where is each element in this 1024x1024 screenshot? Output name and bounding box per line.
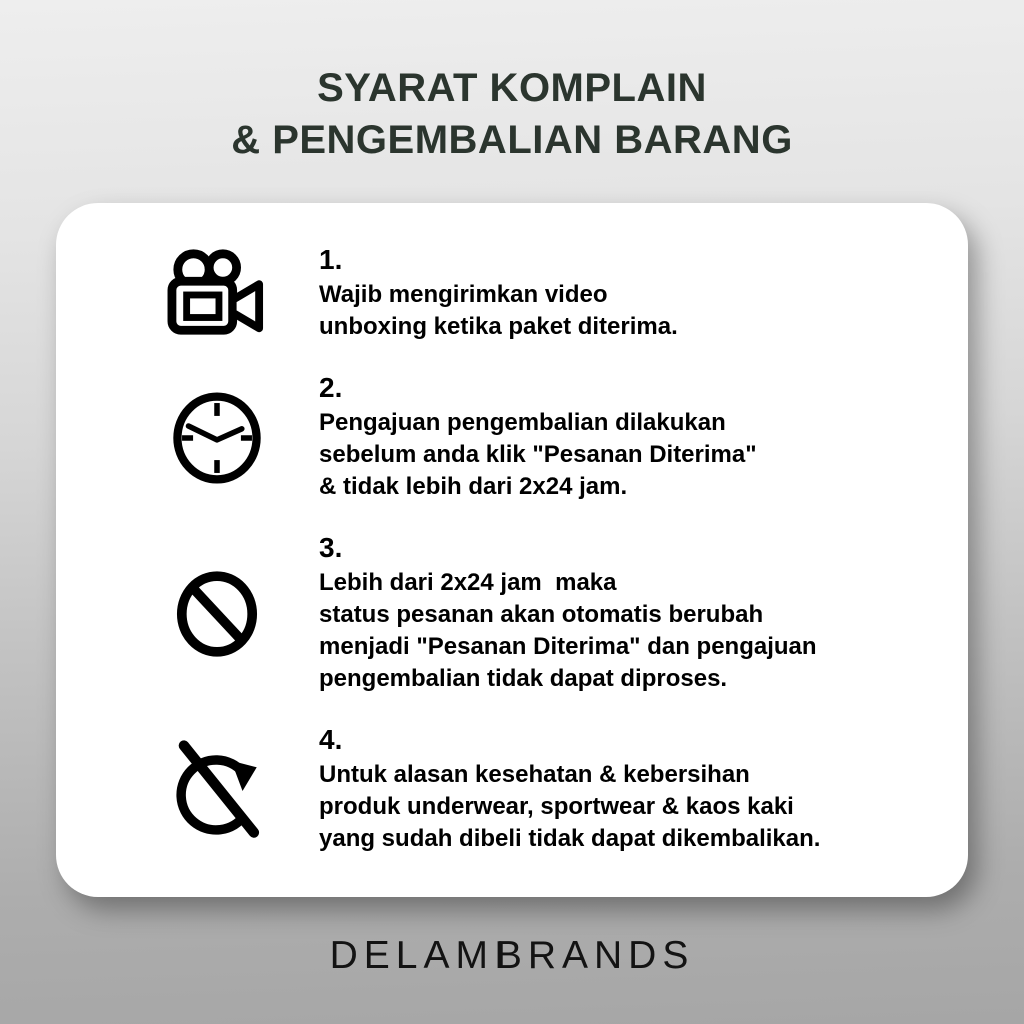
item-text-line: produk underwear, sportwear & kaos kaki bbox=[319, 793, 794, 820]
item-text-line: status pesanan akan otomatis berubah bbox=[319, 601, 764, 628]
terms-item-2 bbox=[114, 373, 934, 503]
page-title-line2: & PENGEMBALIAN BARANG bbox=[231, 118, 793, 162]
page-title bbox=[0, 62, 1024, 166]
prohibited-icon bbox=[173, 570, 261, 658]
item-text-line: Untuk alasan kesehatan & kebersihan bbox=[319, 761, 750, 788]
item-number: 4. bbox=[319, 724, 343, 755]
item-text-line: Pengajuan pengembalian dilakukan bbox=[319, 409, 726, 436]
item-text-line: & tidak lebih dari 2x24 jam. bbox=[319, 473, 628, 500]
page-title-line1: SYARAT KOMPLAIN bbox=[317, 66, 707, 110]
logo-text-right: BRANDS bbox=[495, 934, 695, 977]
delamibrands-logo bbox=[0, 934, 1024, 978]
item-text-line: yang sudah dibeli tidak dapat dikembalikan. bbox=[319, 825, 821, 852]
logo-text-left: DELAMI bbox=[329, 934, 511, 977]
no-return-icon bbox=[165, 734, 269, 846]
item-text-line: Wajib mengirimkan video bbox=[319, 281, 608, 308]
item-text-line: unboxing ketika paket diterima. bbox=[319, 313, 678, 340]
item-number: 3. bbox=[319, 532, 343, 563]
terms-card bbox=[56, 203, 968, 897]
item-number: 2. bbox=[319, 372, 343, 403]
item-text-line: pengembalian tidak dapat diproses. bbox=[319, 665, 728, 692]
terms-item-1 bbox=[114, 245, 934, 343]
item-text-line: menjadi "Pesanan Diterima" dan pengajuan bbox=[319, 633, 817, 660]
item-text-line: Lebih dari 2x24 jam maka bbox=[319, 569, 617, 596]
terms-item-4 bbox=[114, 725, 934, 855]
video-camera-icon bbox=[163, 246, 271, 342]
item-text-line: sebelum anda klik "Pesanan Diterima" bbox=[319, 441, 757, 468]
item-number: 1. bbox=[319, 244, 343, 275]
clock-icon bbox=[170, 392, 264, 484]
terms-item-3 bbox=[114, 533, 934, 695]
